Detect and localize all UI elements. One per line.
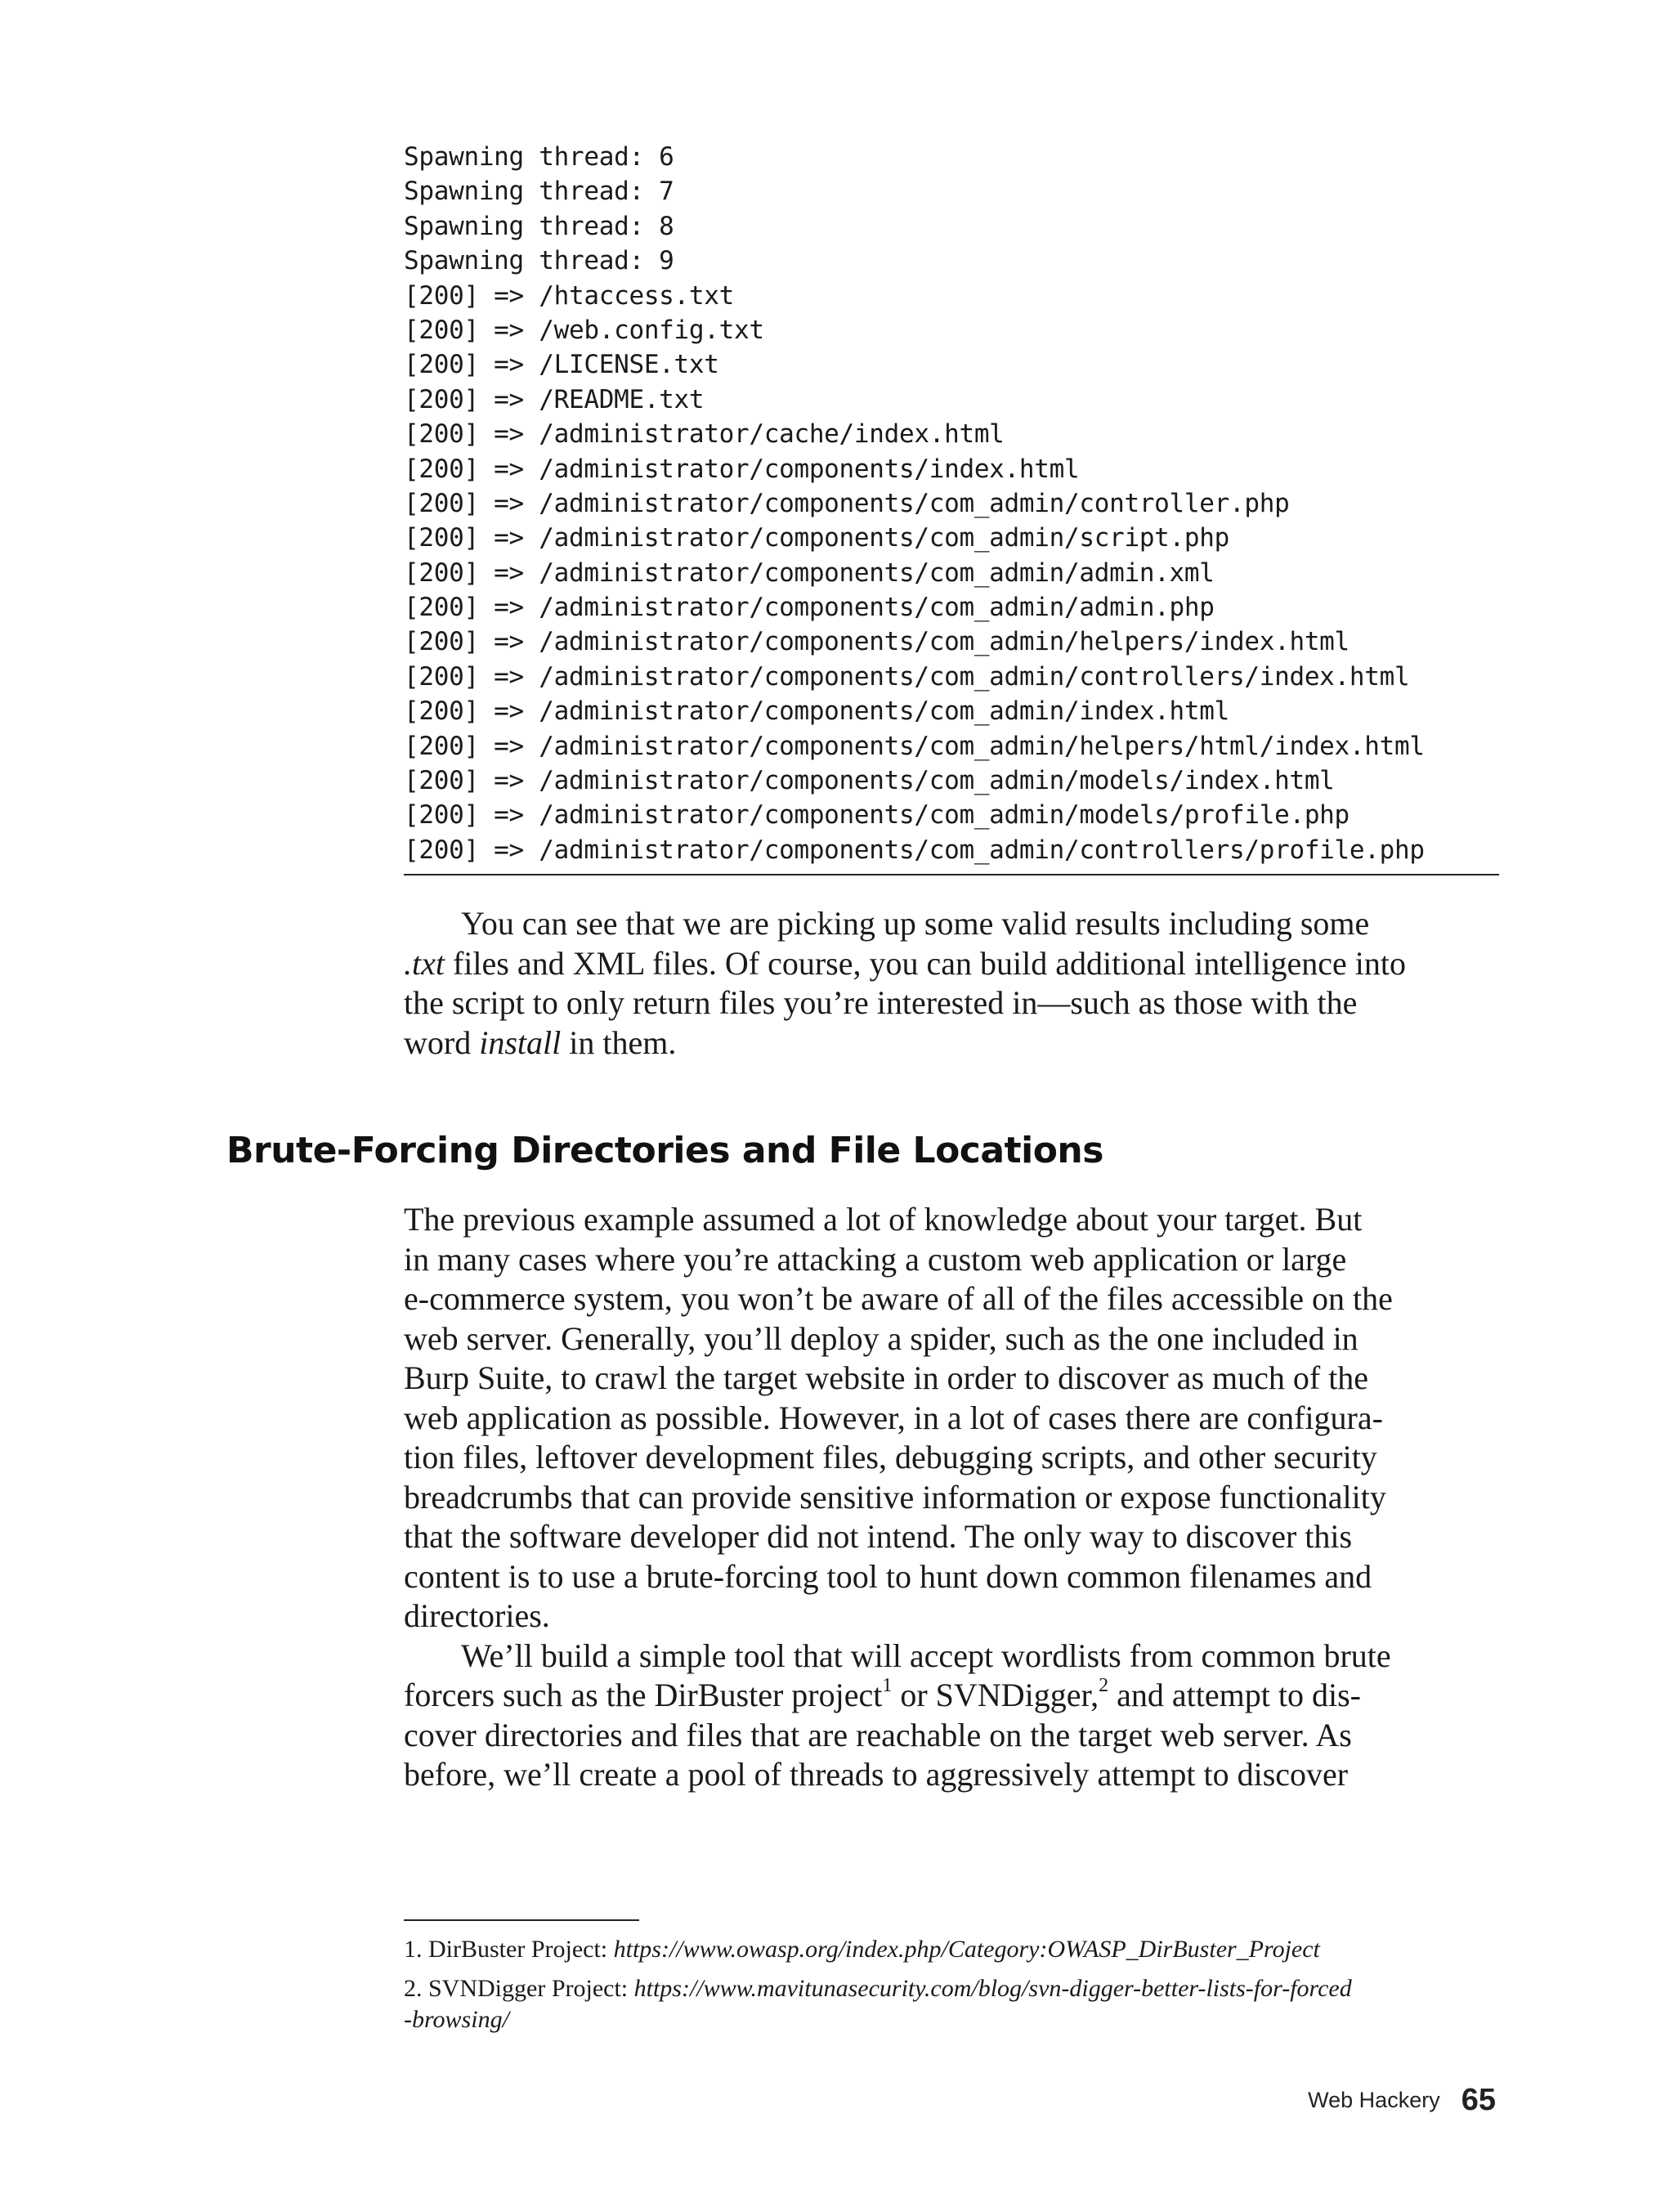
filename-italic: .txt — [404, 944, 445, 982]
code-line: [200] => /administrator/components/com_admin/controllers/index.html — [404, 661, 1410, 692]
footnote-link[interactable]: https://www.mavitunasecurity.com/blog/svn-digger-better-lists-for-forced — [633, 1975, 1352, 2002]
code-line: Spawning thread: 6 — [404, 142, 674, 172]
paragraph-results — [404, 904, 1503, 1063]
footnote-link-continued[interactable]: -browsing/ — [404, 2006, 509, 2033]
code-line: [200] => /administrator/components/com_admin/script.php — [404, 523, 1229, 553]
code-line: [200] => /administrator/components/com_admin/controllers/profile.php — [404, 835, 1425, 865]
code-line: [200] => /administrator/components/com_admin/index.html — [404, 696, 1229, 727]
text-span: in them. — [561, 1023, 677, 1061]
text-line — [404, 1023, 1503, 1063]
code-line: [200] => /administrator/components/com_admin/admin.php — [404, 593, 1215, 623]
footnote-label: 2. SVNDigger Project: — [404, 1975, 634, 2002]
code-line: [200] => /README.txt — [404, 384, 705, 414]
text-line: web application as possible. However, in a lot of cases there are configura- — [404, 1399, 1383, 1436]
code-line: [200] => /LICENSE.txt — [404, 350, 719, 380]
footnote-ref-2[interactable]: 2 — [1099, 1674, 1109, 1696]
code-line: [200] => /administrator/cache/index.html — [404, 419, 1005, 450]
text-line: We’ll build a simple tool that will accept wordlists from common brute — [461, 1637, 1391, 1674]
text-line: e-commerce system, you won’t be aware of all of the files accessible on the — [404, 1280, 1393, 1317]
footnote-1 — [404, 1934, 1503, 1965]
code-line: Spawning thread: 7 — [404, 177, 674, 207]
footnote-link[interactable]: https://www.owasp.org/index.php/Category:OWASP_DirBuster_Project — [613, 1936, 1320, 1963]
keyword-italic: install — [479, 1023, 562, 1061]
text-span: You can see that we are picking up some valid results including some — [461, 905, 1370, 942]
text-line: Burp Suite, to crawl the target website in order to discover as much of the — [404, 1359, 1369, 1396]
footnote-divider — [404, 1919, 639, 1921]
code-line: [200] => /administrator/components/com_admin/helpers/html/index.html — [404, 731, 1425, 761]
paragraph-intro — [404, 1200, 1503, 1795]
footnote-ref-1[interactable]: 1 — [882, 1674, 893, 1696]
code-line: [200] => /administrator/components/index.html — [404, 454, 1080, 484]
text-span: files and XML files. Of course, you can build additional intelligence into — [444, 944, 1406, 982]
footnote-label: 1. DirBuster Project: — [404, 1936, 614, 1963]
text-line: in many cases where you’re attacking a custom web application or large — [404, 1240, 1347, 1278]
text-line: before, we’ll create a pool of threads to aggressively attempt to discover — [404, 1756, 1349, 1793]
text-span: word — [404, 1023, 480, 1061]
text-line: web server. Generally, you’ll deploy a spider, such as the one included in — [404, 1319, 1358, 1357]
text-line: directories. — [404, 1597, 550, 1634]
code-listing — [404, 140, 1499, 867]
footnote-2 — [404, 1973, 1503, 2035]
page-footer — [1308, 2083, 1496, 2118]
text-line: tion files, leftover development files, debugging scripts, and other security — [404, 1439, 1377, 1475]
text-line — [404, 904, 1503, 944]
footnotes — [404, 1934, 1503, 2044]
text-line: cover directories and files that are reachable on the target web server. As — [404, 1716, 1352, 1753]
code-line: [200] => /administrator/components/com_admin/admin.xml — [404, 557, 1215, 588]
text-line — [404, 1676, 1503, 1716]
code-line: [200] => /administrator/components/com_admin/models/profile.php — [404, 800, 1349, 831]
page-number: 65 — [1461, 2083, 1496, 2117]
text-line: The previous example assumed a lot of knowledge about your target. But — [404, 1201, 1363, 1238]
text-span: forcers such as the DirBuster project — [404, 1677, 883, 1713]
code-divider — [404, 874, 1499, 875]
code-line: Spawning thread: 8 — [404, 211, 674, 241]
code-line: Spawning thread: 9 — [404, 246, 674, 276]
running-title: Web Hackery — [1308, 2088, 1440, 2112]
text-span: or SVNDigger, — [892, 1677, 1099, 1713]
code-line: [200] => /htaccess.txt — [404, 280, 734, 311]
code-line: [200] => /web.config.txt — [404, 315, 764, 345]
text-span: the script to only return files you’re interested in—such as those with the — [404, 984, 1358, 1021]
section-heading: Brute-Forcing Directories and File Locations — [226, 1130, 1103, 1171]
text-span: and attempt to dis- — [1108, 1677, 1361, 1713]
code-line: [200] => /administrator/components/com_admin/models/index.html — [404, 766, 1335, 796]
code-line: [200] => /administrator/components/com_admin/controller.php — [404, 488, 1290, 518]
text-line: content is to use a brute-forcing tool to hunt down common filenames and — [404, 1557, 1372, 1595]
code-line: [200] => /administrator/components/com_admin/helpers/index.html — [404, 627, 1349, 657]
text-line — [404, 944, 1503, 984]
text-line: that the software developer did not intend. The only way to discover this — [404, 1518, 1353, 1555]
text-line — [404, 983, 1503, 1023]
text-line: breadcrumbs that can provide sensitive information or expose functionality — [404, 1478, 1386, 1516]
